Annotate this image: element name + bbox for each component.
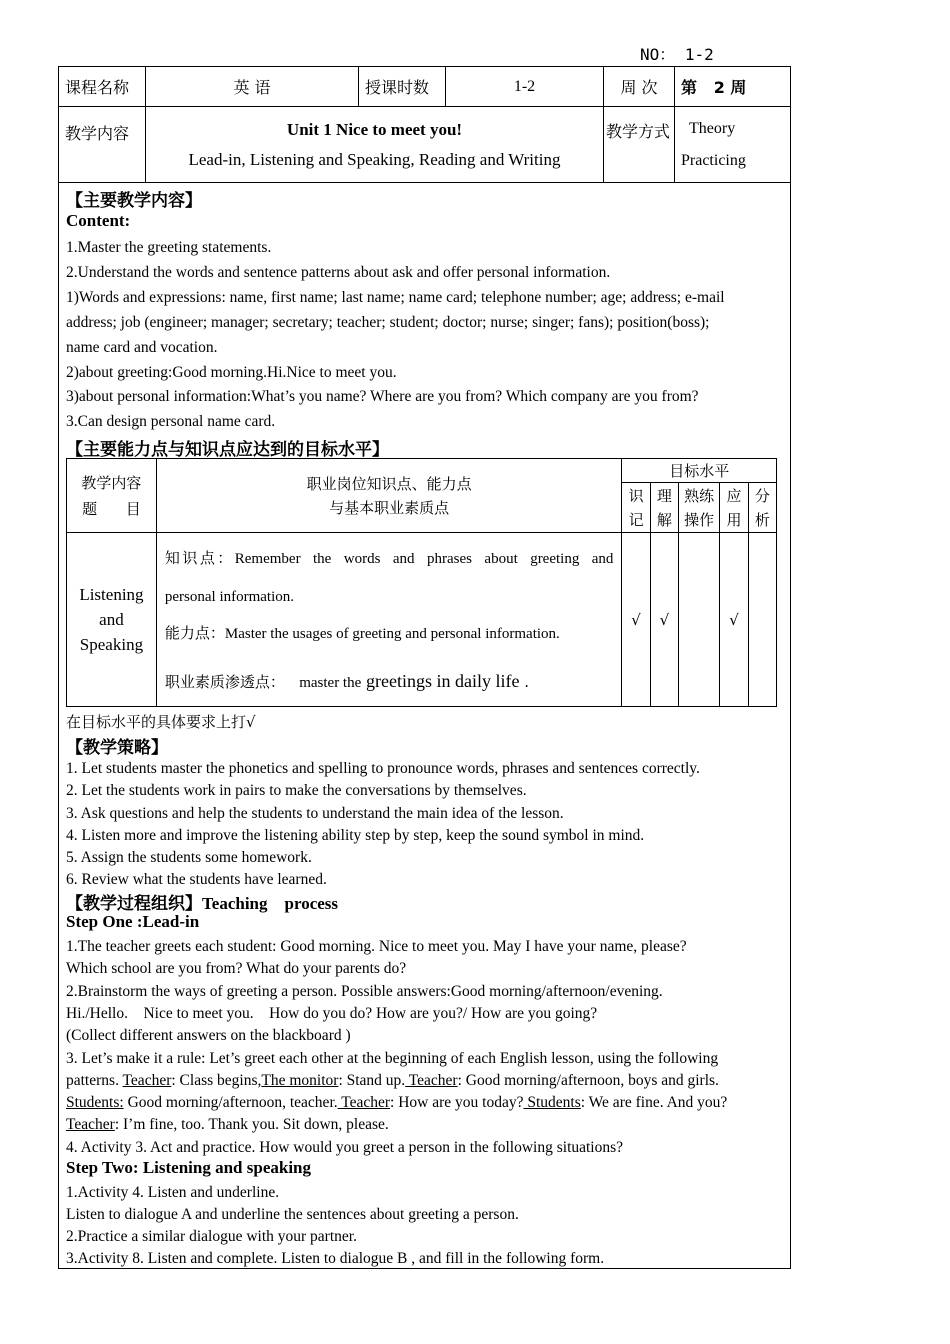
ability-point: 能力点：Master the usages of greeting and personal information.	[164, 624, 560, 642]
quality-point: 职业素质渗透点： master the greetings in daily life .	[164, 671, 530, 691]
class-hours-label: 授课时数	[359, 67, 446, 107]
level-skilled-operation: 熟练 操作	[678, 483, 719, 533]
check-understand: √	[650, 533, 678, 707]
content-subheading: Content:	[66, 211, 131, 230]
points-header-line1: 职业岗位知识点、能力点	[306, 474, 472, 493]
step-one-line: Hi./Hello. Nice to meet you. How do you do? How are you?/ How are you going?	[66, 1005, 598, 1022]
step-one-line: 2.Brainstorm the ways of greeting a person. Possible answers:Good morning/afternoon/evening.	[66, 983, 663, 1000]
course-name-value: 英 语	[146, 67, 359, 107]
points-header-line2: 与基本职业素质点	[329, 498, 450, 517]
points-header	[156, 459, 622, 533]
document-number: NO： 1-2	[640, 45, 714, 64]
method-practicing: Practicing	[681, 151, 746, 169]
main-content-heading: 【主要教学内容】	[66, 191, 202, 211]
unit-subtitle: Lead-in, Listening and Speaking, Reading and Writing	[188, 149, 561, 169]
topic-header	[67, 459, 157, 533]
teaching-content-label: 教学内容	[59, 107, 146, 183]
step-two-line: 3.Activity 8. Listen and complete. Listen to dialogue B , and fill in the following form.	[66, 1250, 605, 1267]
check-analyze	[748, 533, 776, 707]
step-two-line: Listen to dialogue A and underline the sentences about greeting a person.	[66, 1206, 519, 1223]
targets-table	[66, 458, 777, 707]
content-line: 3)about personal information:What’s you name? Where are you from? Which company are you from?	[66, 388, 699, 405]
strategy-line: 2. Let the students work in pairs to make the conversations by themselves.	[66, 782, 527, 799]
course-header-table	[58, 66, 791, 183]
content-line: name card and vocation.	[66, 339, 218, 356]
strategy-line: 3. Ask questions and help the students to understand the main idea of the lesson.	[66, 805, 564, 822]
topic-header-line2: 题 目	[82, 499, 141, 518]
step-one-line: Which school are you from? What do your parents do?	[66, 960, 407, 977]
level-understand: 理 解	[650, 483, 678, 533]
step-one-line: 1.The teacher greets each student: Good morning. Nice to meet you. May I have your name, please?	[66, 938, 687, 955]
week-label: 周 次	[604, 67, 675, 107]
step-one-line: 4. Activity 3. Act and practice. How would you greet a person in the following situations?	[66, 1139, 624, 1156]
method-theory: Theory	[689, 119, 736, 137]
level-apply: 应 用	[720, 483, 748, 533]
level-analyze: 分 析	[748, 483, 776, 533]
strategy-line: 5. Assign the students some homework.	[66, 849, 312, 866]
step-two-line: 2.Practice a similar dialogue with your partner.	[66, 1228, 357, 1245]
greeting-rule-line: patterns. Teacher: Class begins,The monitor: Stand up. Teacher: Good morning/afternoon, boys and girls.	[66, 1072, 719, 1089]
content-line: 2.Understand the words and sentence patterns about ask and offer personal information.	[66, 264, 611, 281]
content-line: 1)Words and expressions: name, first name; last name; name card; telephone number; age; address; e-mail	[66, 289, 725, 306]
strategy-line: 4. Listen more and improve the listening ability step by step, keep the sound symbol in mind.	[66, 827, 645, 844]
unit-title: Unit 1 Nice to meet you!	[286, 119, 463, 139]
target-level-header: 目标水平	[622, 459, 777, 483]
targets-note: 在目标水平的具体要求上打√	[66, 713, 256, 731]
teaching-method-label: 教学方式	[604, 107, 675, 183]
step-two-line: 1.Activity 4. Listen and underline.	[66, 1184, 280, 1201]
step-one-line: 3. Let’s make it a rule: Let’s greet each other at the beginning of each English lesson, using the following	[66, 1050, 719, 1067]
check-skilled-operation	[678, 533, 719, 707]
topic-header-line1: 教学内容	[81, 473, 142, 492]
strategy-line: 1. Let students master the phonetics and spelling to pronounce words, phrases and sentences correctly.	[66, 760, 700, 777]
check-memorize: √	[622, 533, 650, 707]
greeting-rule-line: Students: Good morning/afternoon, teacher. Teacher: How are you today? Students: We are fine. And you?	[66, 1094, 728, 1111]
class-hours-value: 1-2	[446, 67, 604, 107]
content-line: 3.Can design personal name card.	[66, 413, 276, 430]
content-line: 2)about greeting:Good morning.Hi.Nice to meet you.	[66, 364, 397, 381]
step-one-title: Step One :Lead-in	[66, 912, 200, 931]
strategy-line: 6. Review what the students have learned.	[66, 871, 327, 888]
strategy-heading: 【教学策略】	[66, 738, 168, 758]
check-apply: √	[720, 533, 748, 707]
process-heading: 【教学过程组织】Teaching process	[66, 894, 339, 914]
greeting-rule-line: Teacher: I’m fine, too. Thank you. Sit down, please.	[66, 1116, 389, 1133]
targets-heading: 【主要能力点与知识点应达到的目标水平】	[66, 440, 389, 460]
week-value: 第 2 周	[675, 67, 791, 107]
content-line: 1.Master the greeting statements.	[66, 239, 272, 256]
teaching-content-cell	[146, 107, 604, 183]
knowledge-point-cont: personal information.	[164, 589, 295, 605]
row-points	[156, 533, 622, 707]
level-memorize: 识 记	[622, 483, 650, 533]
course-name-label: 课程名称	[59, 67, 146, 107]
step-two-title: Step Two: Listening and speaking	[66, 1158, 311, 1177]
content-line: address; job (engineer; manager; secretary; teacher; student; doctor; nurse; singer; fans); position(boss);	[66, 314, 710, 331]
step-one-line: (Collect different answers on the blackboard )	[66, 1027, 351, 1044]
knowledge-point: 知识点：Remember the words and phrases about greeting and	[164, 549, 614, 567]
teaching-method-cell	[675, 107, 791, 183]
row-topic: Listening and Speaking	[67, 533, 157, 707]
